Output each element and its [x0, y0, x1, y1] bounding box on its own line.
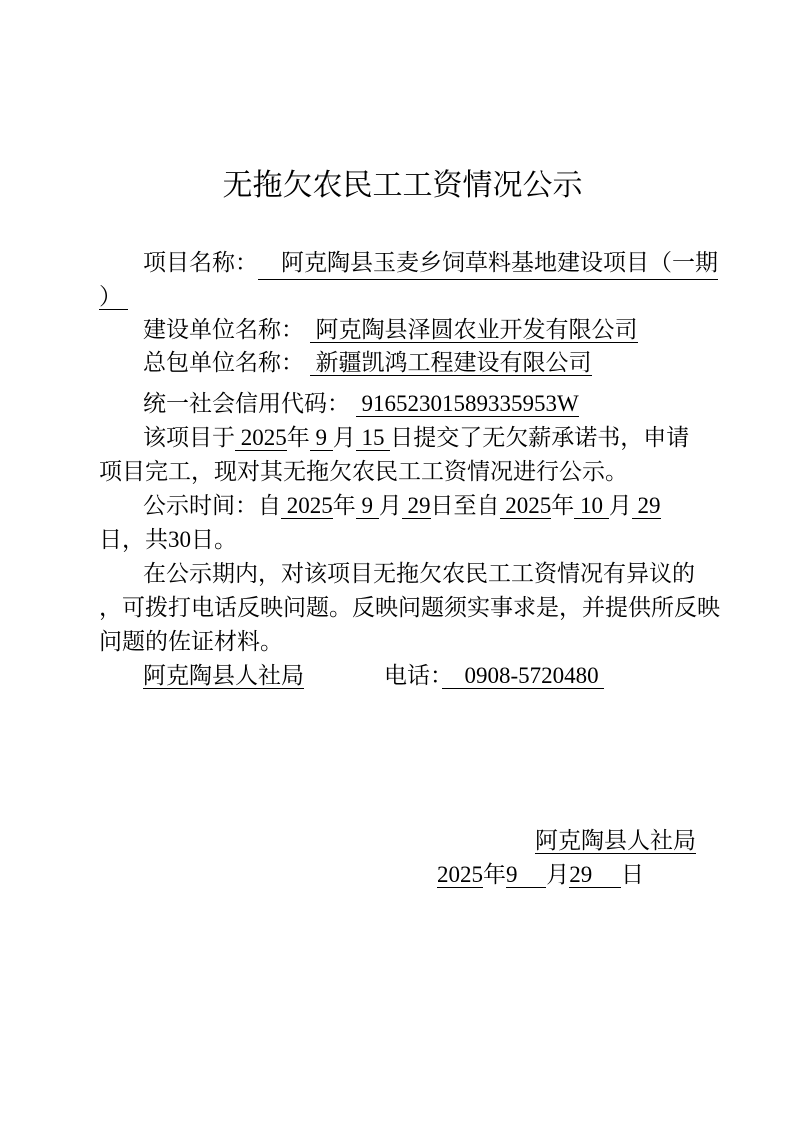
objection-line-3: 问题的佐证材料。: [99, 629, 283, 654]
signature-month-value: 9: [506, 862, 547, 887]
signature-bureau-line: [99, 824, 706, 858]
submit-day-value: 15: [355, 425, 391, 450]
publicity-mid: 日至自: [430, 493, 500, 518]
publicity-period-cont: 日，共30日。: [99, 527, 237, 552]
publicity-start-day-value: 29: [401, 493, 431, 518]
project-name-line: [99, 246, 718, 280]
contact-line: [99, 659, 706, 693]
submit-month-value: 9: [309, 425, 333, 450]
builder-value: 阿克陶县泽圆农业开发有限公司: [309, 317, 638, 342]
credit-code-line: [99, 387, 706, 421]
signature-year-label: 年: [483, 862, 506, 887]
contact-bureau: 阿克陶县人社局: [143, 663, 304, 688]
objection-line-1: 在公示期内，对该项目无拖欠农民工工资情况有异议的: [143, 561, 695, 586]
contractor-label: 总包单位名称：: [143, 350, 304, 375]
project-name-label: 项目名称：: [143, 250, 258, 275]
project-name-value: 阿克陶县玉麦乡饲草料基地建设项目（一期: [258, 246, 718, 280]
submit-year-value: 2025: [235, 425, 287, 450]
signature-day-label: 日: [621, 862, 644, 887]
contractor-value: 新疆凯鸿工程建设有限公司: [309, 350, 592, 375]
submit-year-label: 年: [286, 425, 310, 450]
builder-label: 建设单位名称：: [143, 317, 304, 342]
credit-code-label: 统一社会信用代码：: [143, 391, 350, 416]
signature-block: [99, 824, 706, 892]
publicity-prefix: 公示时间：自: [143, 493, 281, 518]
publicity-start-year-label: 年: [332, 493, 356, 518]
signature-day-value: 29: [569, 862, 621, 887]
signature-bureau: 阿克陶县人社局: [535, 828, 696, 853]
submit-month-label: 月: [332, 425, 356, 450]
project-name-wrap: ）: [99, 284, 128, 309]
publicity-start-year-value: 2025: [281, 493, 333, 518]
submit-line: [99, 421, 706, 455]
publicity-end-year-label: 年: [551, 493, 575, 518]
submit-line-cont: 项目完工，现对其无拖欠农民工工资情况进行公示。: [99, 459, 628, 484]
publicity-start-month-label: 月: [378, 493, 402, 518]
document-body: [99, 0, 720, 892]
contractor-line: [99, 346, 706, 379]
project-name-wrap-line: [99, 280, 706, 313]
builder-line: [99, 313, 706, 346]
publicity-period-line: [99, 489, 706, 523]
publicity-end-day-value: 29: [631, 493, 661, 518]
submit-prefix: 该项目于: [143, 425, 235, 450]
objection-line-2: ，可拨打电话反映问题。反映问题须实事求是，并提供所反映: [99, 595, 720, 620]
signature-month-label: 月: [546, 862, 570, 887]
phone-label: 电话：: [384, 663, 442, 688]
publicity-start-month-value: 9: [355, 493, 379, 518]
submit-suffix: 日提交了无欠薪承诺书，申请: [390, 425, 690, 450]
publicity-end-month-label: 月: [608, 493, 632, 518]
publicity-end-month-value: 10: [574, 493, 609, 518]
publicity-end-year-value: 2025: [499, 493, 552, 518]
signature-date-line: [99, 858, 706, 892]
credit-code-value: 91652301589335953W: [355, 391, 579, 416]
phone-value: 0908-5720480: [441, 663, 605, 688]
signature-year-value: 2025: [437, 862, 483, 887]
document-title: 无拖欠农民工工资情况公示: [222, 169, 583, 202]
